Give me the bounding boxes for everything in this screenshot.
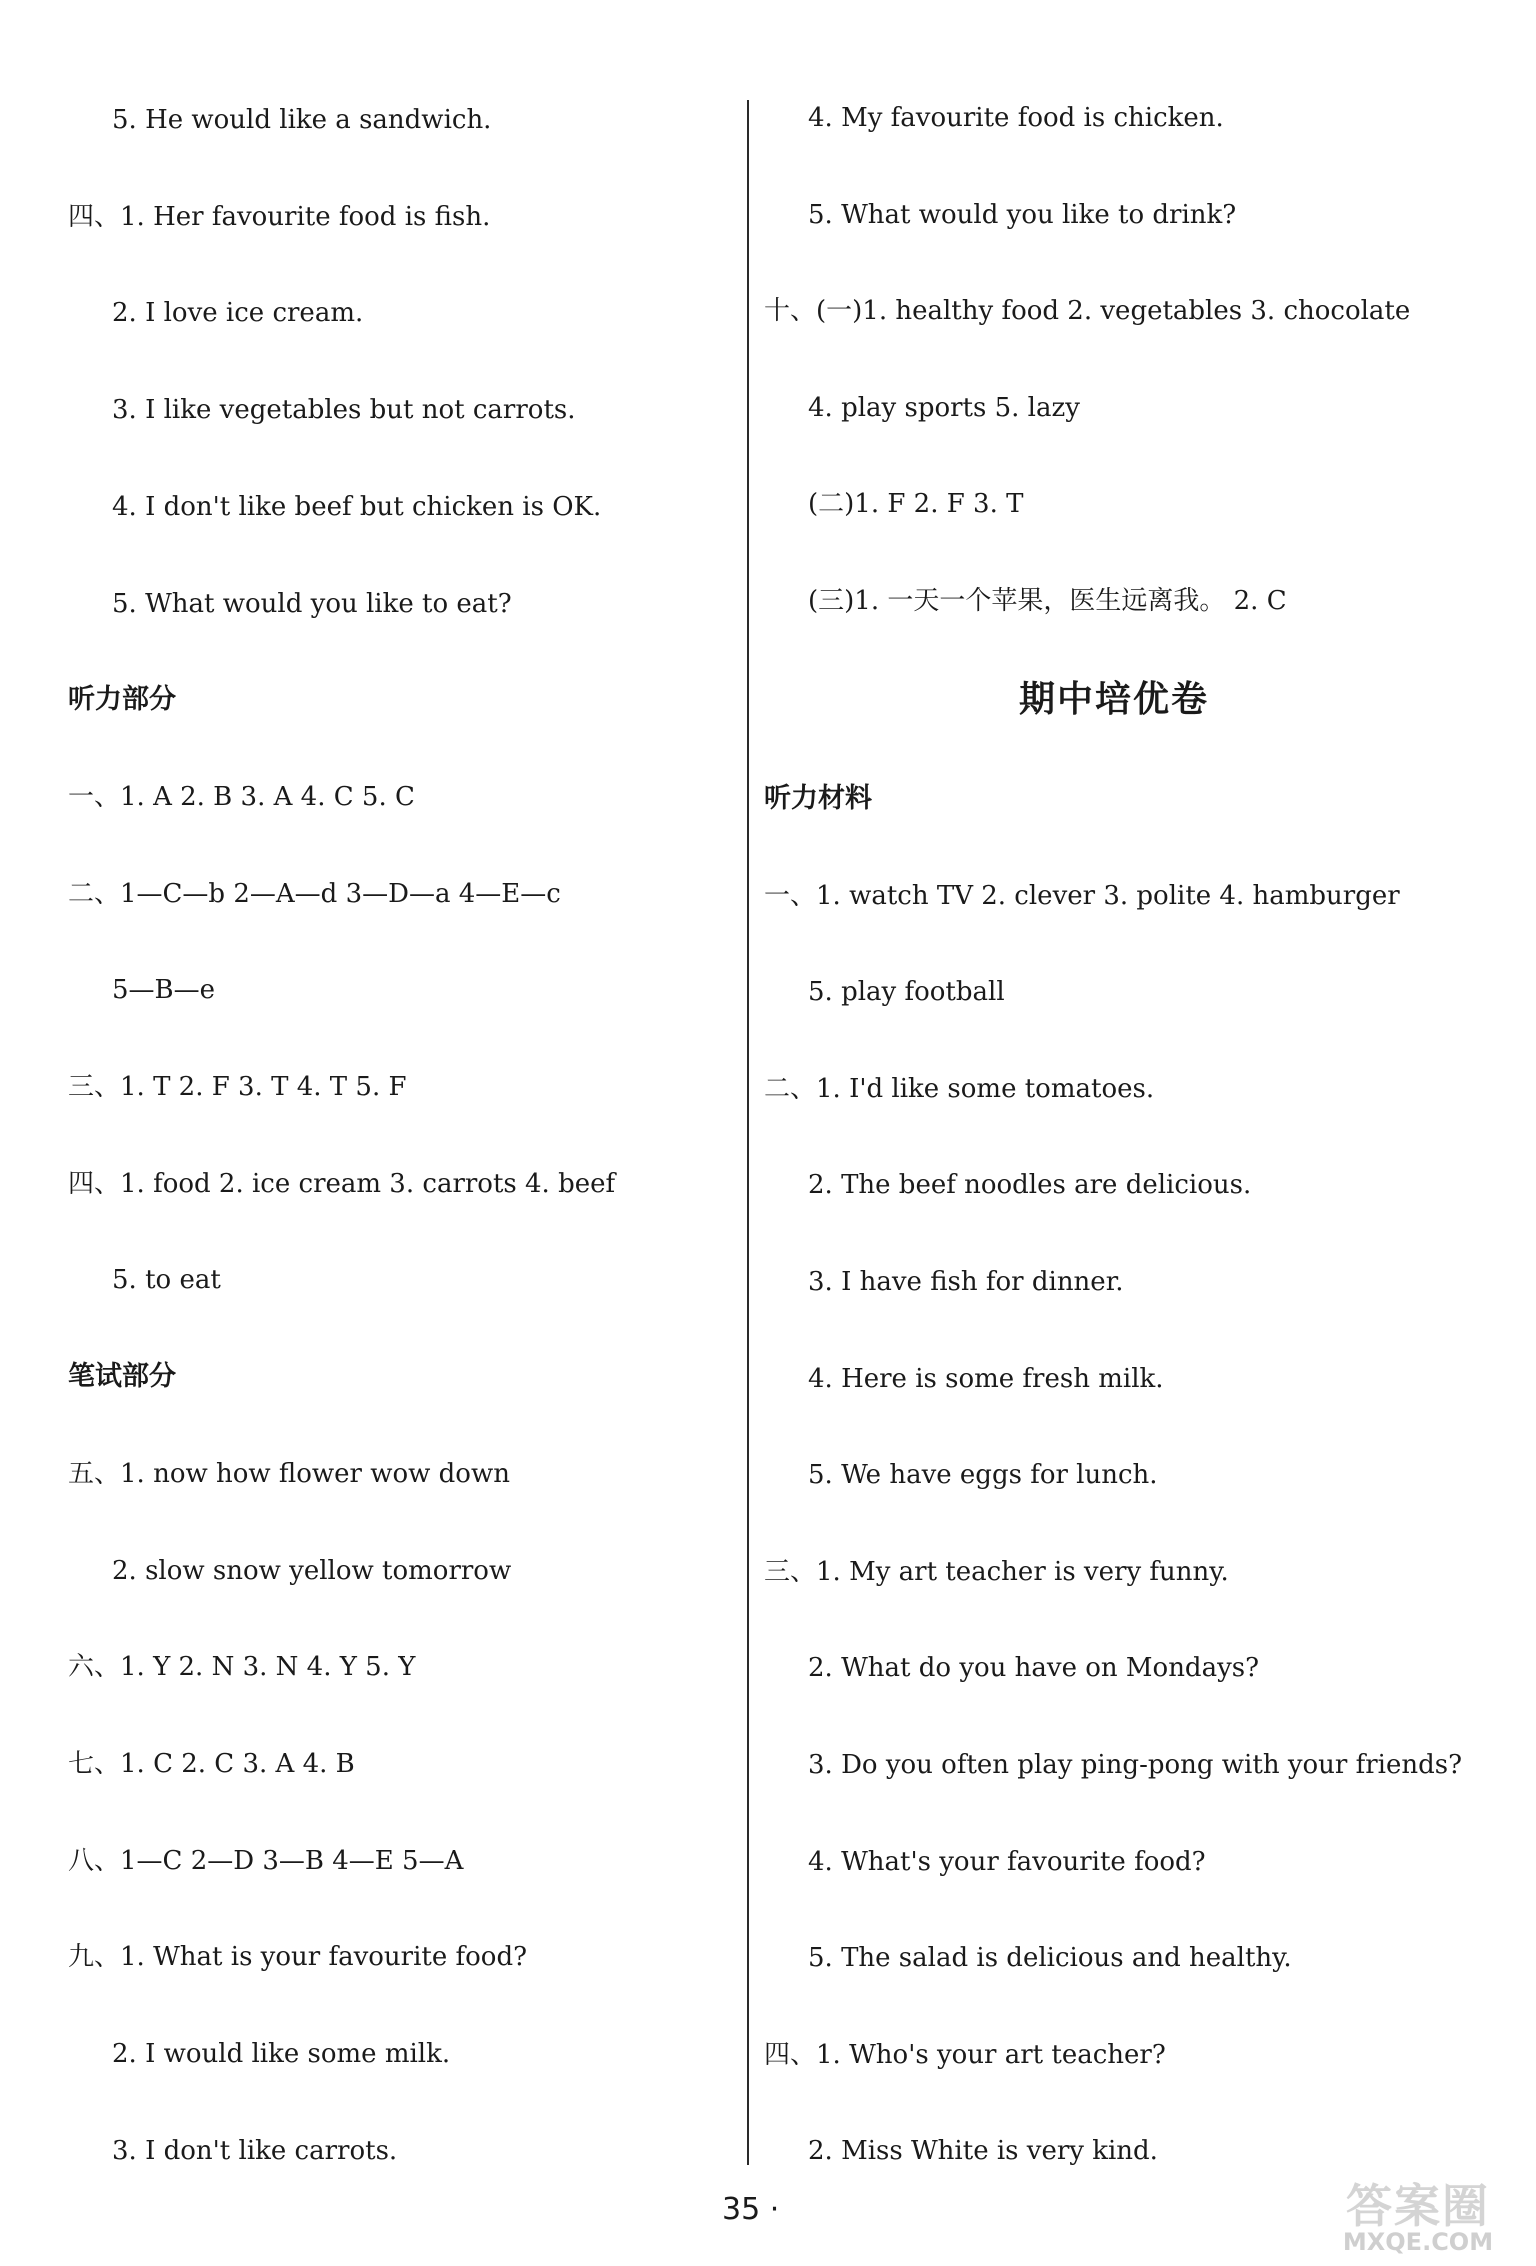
answer-line: 3. I don't like carrots. <box>112 2135 398 2166</box>
answer-line: 一、1. A 2. B 3. A 4. C 5. C <box>68 781 415 812</box>
section-heading: 听力材料 <box>764 783 872 814</box>
answer-line: 四、1. Who's your art teacher? <box>764 2039 1166 2070</box>
answer-line: (三)1. 一天一个苹果，医生远离我。 2. C <box>808 585 1287 616</box>
answer-line: 5. We have eggs for lunch. <box>808 1460 1158 1491</box>
answer-line: 二、1—C—b 2—A—d 3—D—a 4—E—c <box>68 878 561 909</box>
answer-line: 4. My favourite food is chicken. <box>808 103 1224 133</box>
answer-line: 五、1. now how flower wow down <box>68 1458 510 1489</box>
answer-line: 5. play football <box>808 977 1005 1008</box>
answer-line: 九、1. What is your favourite food? <box>68 1942 528 1973</box>
column-divider <box>747 100 749 2165</box>
section-title: 期中培优卷 <box>1018 679 1209 720</box>
answer-line: 3. I have fish for dinner. <box>808 1267 1124 1297</box>
answer-line: 4. Here is some fresh milk. <box>808 1363 1164 1394</box>
answer-line: 5. to eat <box>112 1265 221 1296</box>
answer-line: 七、1. C 2. C 3. A 4. B <box>68 1748 355 1779</box>
answer-line: 4. play sports 5. lazy <box>808 392 1080 423</box>
answer-line: 2. slow snow yellow tomorrow <box>112 1555 512 1586</box>
answer-line: 八、1—C 2—D 3—B 4—E 5—A <box>68 1845 464 1876</box>
answer-line: 三、1. My art teacher is very funny. <box>764 1556 1229 1587</box>
answer-line: 5. What would you like to eat? <box>112 588 512 619</box>
answer-line: 4. I don't like beef but chicken is OK. <box>112 491 602 522</box>
answer-line: 2. I love ice cream. <box>112 298 364 329</box>
watermark-glyphs: 答案圈 <box>1346 2179 1490 2233</box>
section-heading: 听力部分 <box>68 684 176 716</box>
answer-line: 二、1. I'd like some tomatoes. <box>764 1073 1155 1104</box>
answer-line: 四、1. Her favourite food is fish. <box>68 201 491 232</box>
answer-line: 四、1. food 2. ice cream 3. carrots 4. beef <box>68 1168 616 1199</box>
answer-line: 2. The beef noodles are delicious. <box>808 1170 1252 1201</box>
answer-line: (二)1. F 2. F 3. T <box>808 489 1024 519</box>
answer-line: 2. What do you have on Mondays? <box>808 1653 1260 1684</box>
answer-line: 3. Do you often play ping-pong with your friends? <box>808 1750 1463 1780</box>
answer-line: 十、(一)1. healthy food 2. vegetables 3. chocolate <box>764 296 1411 326</box>
watermark-site: MXQE.COM <box>1342 2228 1494 2256</box>
section-heading: 笔试部分 <box>68 1361 176 1393</box>
answer-line: 5. The salad is delicious and healthy. <box>808 1943 1292 1974</box>
answer-line: 三、1. T 2. F 3. T 4. T 5. F <box>68 1072 407 1102</box>
answer-line: 5. What would you like to drink? <box>808 199 1237 230</box>
answer-line: 2. Miss White is very kind. <box>808 2136 1158 2167</box>
answer-line: 六、1. Y 2. N 3. N 4. Y 5. Y <box>68 1652 416 1683</box>
answer-line: 2. I would like some milk. <box>112 2039 451 2069</box>
watermark-logo <box>1318 2170 1518 2260</box>
answer-line: 4. What's your favourite food? <box>808 1846 1206 1877</box>
answer-line: 3. I like vegetables but not carrots. <box>112 395 576 426</box>
answer-line: 一、1. watch TV 2. clever 3. polite 4. hamburger <box>764 880 1400 911</box>
answer-line: 5. He would like a sandwich. <box>112 105 492 135</box>
page-number: 35 · <box>722 2192 780 2227</box>
answer-line: 5—B—e <box>112 975 216 1006</box>
